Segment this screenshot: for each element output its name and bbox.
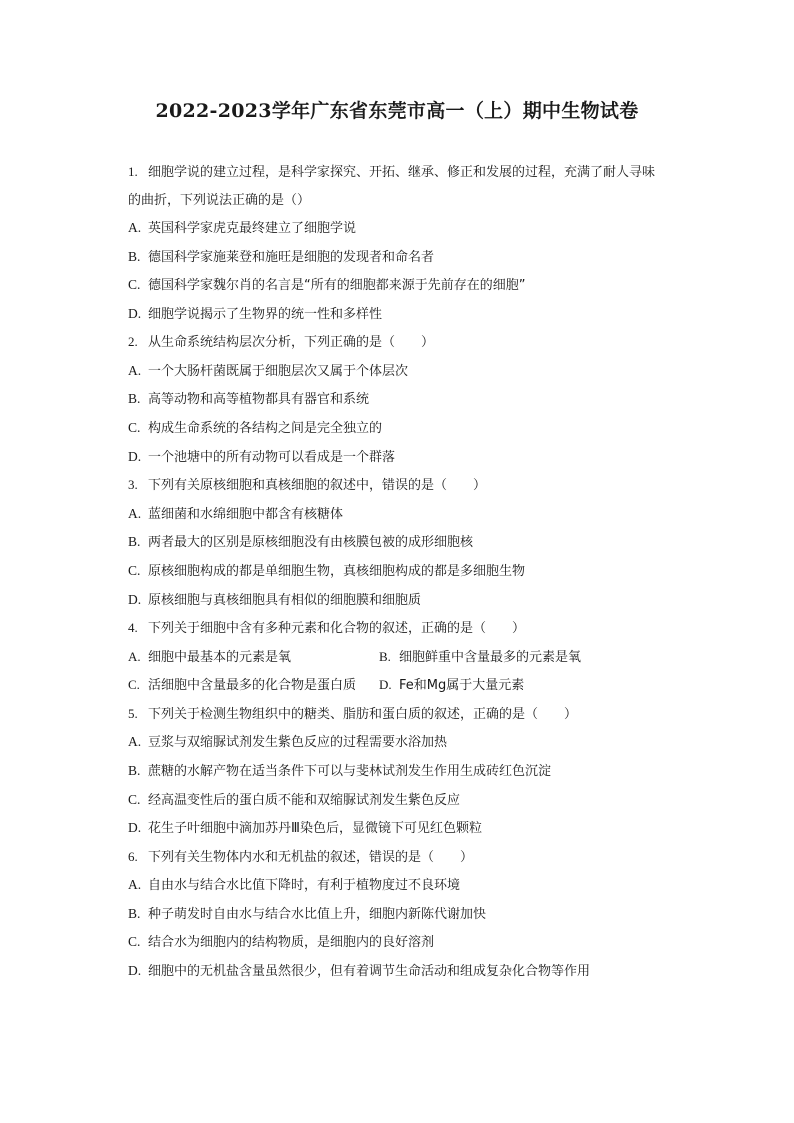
question-stem: 下列有关原核细胞和真核细胞的叙述中，错误的是（ ） (148, 478, 487, 494)
option-text: Fe和Mg属于大量元素 (399, 678, 525, 694)
option-a (128, 214, 700, 243)
option-key: D. (128, 591, 142, 607)
option-key: B. (128, 391, 141, 407)
option-key: C. (128, 934, 141, 950)
option-c (128, 786, 700, 815)
question-stem: 下列关于细胞中含有多种元素和化合物的叙述，正确的是（ ） (148, 621, 526, 637)
option-text: 结合水为细胞内的结构物质，是细胞内的良好溶剂 (148, 935, 435, 951)
option-key: D. (128, 448, 142, 464)
option-key: B. (128, 534, 141, 550)
option-key: A. (128, 648, 141, 664)
option-key: D. (379, 677, 392, 693)
question-number: 2. (128, 334, 138, 350)
option-d (128, 957, 700, 986)
option-text: 细胞中的无机盐含量虽然很少，但有着调节生命活动和组成复杂化合物等作用 (148, 963, 591, 979)
option-c (128, 271, 700, 300)
option-row (128, 643, 700, 672)
option-text: 蔗糖的水解产物在适当条件下可以与斐林试剂发生作用生成砖红色沉淀 (148, 763, 552, 779)
question-3 (128, 471, 700, 500)
option-key: B. (379, 648, 391, 664)
option-text: 一个大肠杆菌既属于细胞层次又属于个体层次 (148, 363, 409, 379)
option-key: B. (128, 905, 141, 921)
question-4 (128, 614, 700, 643)
question-number: 6. (128, 848, 138, 864)
option-key: A. (128, 220, 142, 235)
option-key: B. (128, 762, 141, 778)
option-a (128, 643, 379, 672)
option-key: D. (128, 305, 142, 321)
option-row (128, 671, 700, 700)
option-key: A. (128, 362, 142, 378)
option-c (128, 671, 379, 700)
option-text: 德国科学家施莱登和施旺是细胞的发现者和命名者 (148, 249, 435, 265)
option-key: A. (128, 734, 142, 750)
option-text: 两者最大的区别是原核细胞没有由核膜包被的成形细胞核 (148, 535, 474, 551)
option-c (128, 414, 700, 443)
option-text: 原核细胞构成的都是单细胞生物，真核细胞构成的都是多细胞生物 (148, 563, 526, 579)
option-key: C. (128, 791, 141, 807)
option-d (128, 814, 700, 843)
option-a (128, 728, 700, 757)
option-d (379, 671, 524, 700)
option-text: 英国科学家虎克最终建立了细胞学说 (148, 221, 357, 236)
option-text: 自由水与结合水比值下降时，有利于植物度过不良环境 (148, 878, 461, 894)
option-key: C. (128, 562, 141, 578)
option-b (128, 243, 700, 272)
option-text: 经高温变性后的蛋白质不能和双缩脲试剂发生紫色反应 (148, 792, 461, 808)
option-key: C. (128, 420, 141, 436)
option-key: C. (128, 677, 140, 693)
option-key: A. (128, 877, 142, 893)
option-text: 蓝细菌和水绵细胞中都含有核糖体 (148, 506, 344, 522)
option-text: 高等动物和高等植物都具有器官和系统 (148, 392, 370, 408)
question-stem: 下列有关生物体内水和无机盐的叙述，错误的是（ ） (148, 849, 474, 865)
option-c (128, 557, 700, 586)
option-text: 活细胞中含量最多的化合物是蛋白质 (148, 678, 357, 694)
option-key: C. (128, 277, 141, 293)
question-6 (128, 843, 700, 872)
option-a (128, 357, 700, 386)
option-b (128, 385, 700, 414)
option-key: D. (128, 820, 142, 836)
option-b (128, 528, 700, 557)
option-text: 原核细胞与真核细胞具有相似的细胞膜和细胞质 (148, 592, 422, 608)
option-a (128, 871, 700, 900)
question-5 (128, 700, 700, 729)
question-number: 3. (128, 477, 138, 493)
question-number: 4. (128, 620, 138, 636)
option-key: A. (128, 505, 142, 521)
question-number: 5. (128, 705, 138, 721)
option-a (128, 500, 700, 529)
question-list (128, 158, 700, 986)
option-text: 细胞鲜重中含量最多的元素是氧 (399, 649, 582, 665)
question-stem-continued: 的曲折，下列说法正确的是（） (128, 192, 311, 208)
option-b (128, 900, 700, 929)
option-text: 构成生命系统的各结构之间是完全独立的 (148, 421, 383, 437)
page-title: 2022-2023学年广东省东莞市高一（上）期中生物试卷 (155, 100, 639, 122)
option-b (379, 643, 581, 672)
option-text: 细胞中最基本的元素是氧 (148, 649, 292, 665)
option-text: 德国科学家魏尔肖的名言是“所有的细胞都来源于先前存在的细胞” (148, 278, 526, 294)
option-text: 花生子叶细胞中滴加苏丹Ⅲ染色后，显微镜下可见红色颗粒 (148, 821, 482, 837)
option-text: 细胞学说揭示了生物界的统一性和多样性 (148, 306, 383, 322)
question-stem: 下列关于检测生物组织中的糖类、脂肪和蛋白质的叙述，正确的是（ ） (148, 706, 578, 722)
option-d (128, 300, 700, 329)
question-number: 1. (128, 164, 138, 179)
question-1 (128, 158, 700, 187)
option-d (128, 586, 700, 615)
question-stem: 从生命系统结构层次分析，下列正确的是（ ） (148, 335, 435, 351)
question-stem: 细胞学说的建立过程，是科学家探究、开拓、继承、修正和发展的过程，充满了耐人寻味 (148, 165, 656, 180)
option-text: 一个池塘中的所有动物可以看成是一个群落 (148, 449, 396, 465)
option-b (128, 757, 700, 786)
option-key: D. (128, 962, 142, 978)
option-c (128, 928, 700, 957)
option-d (128, 443, 700, 472)
question-2 (128, 328, 700, 357)
option-key: B. (128, 248, 141, 264)
option-text: 豆浆与双缩脲试剂发生紫色反应的过程需要水浴加热 (148, 735, 448, 751)
option-text: 种子萌发时自由水与结合水比值上升，细胞内新陈代谢加快 (148, 906, 487, 922)
